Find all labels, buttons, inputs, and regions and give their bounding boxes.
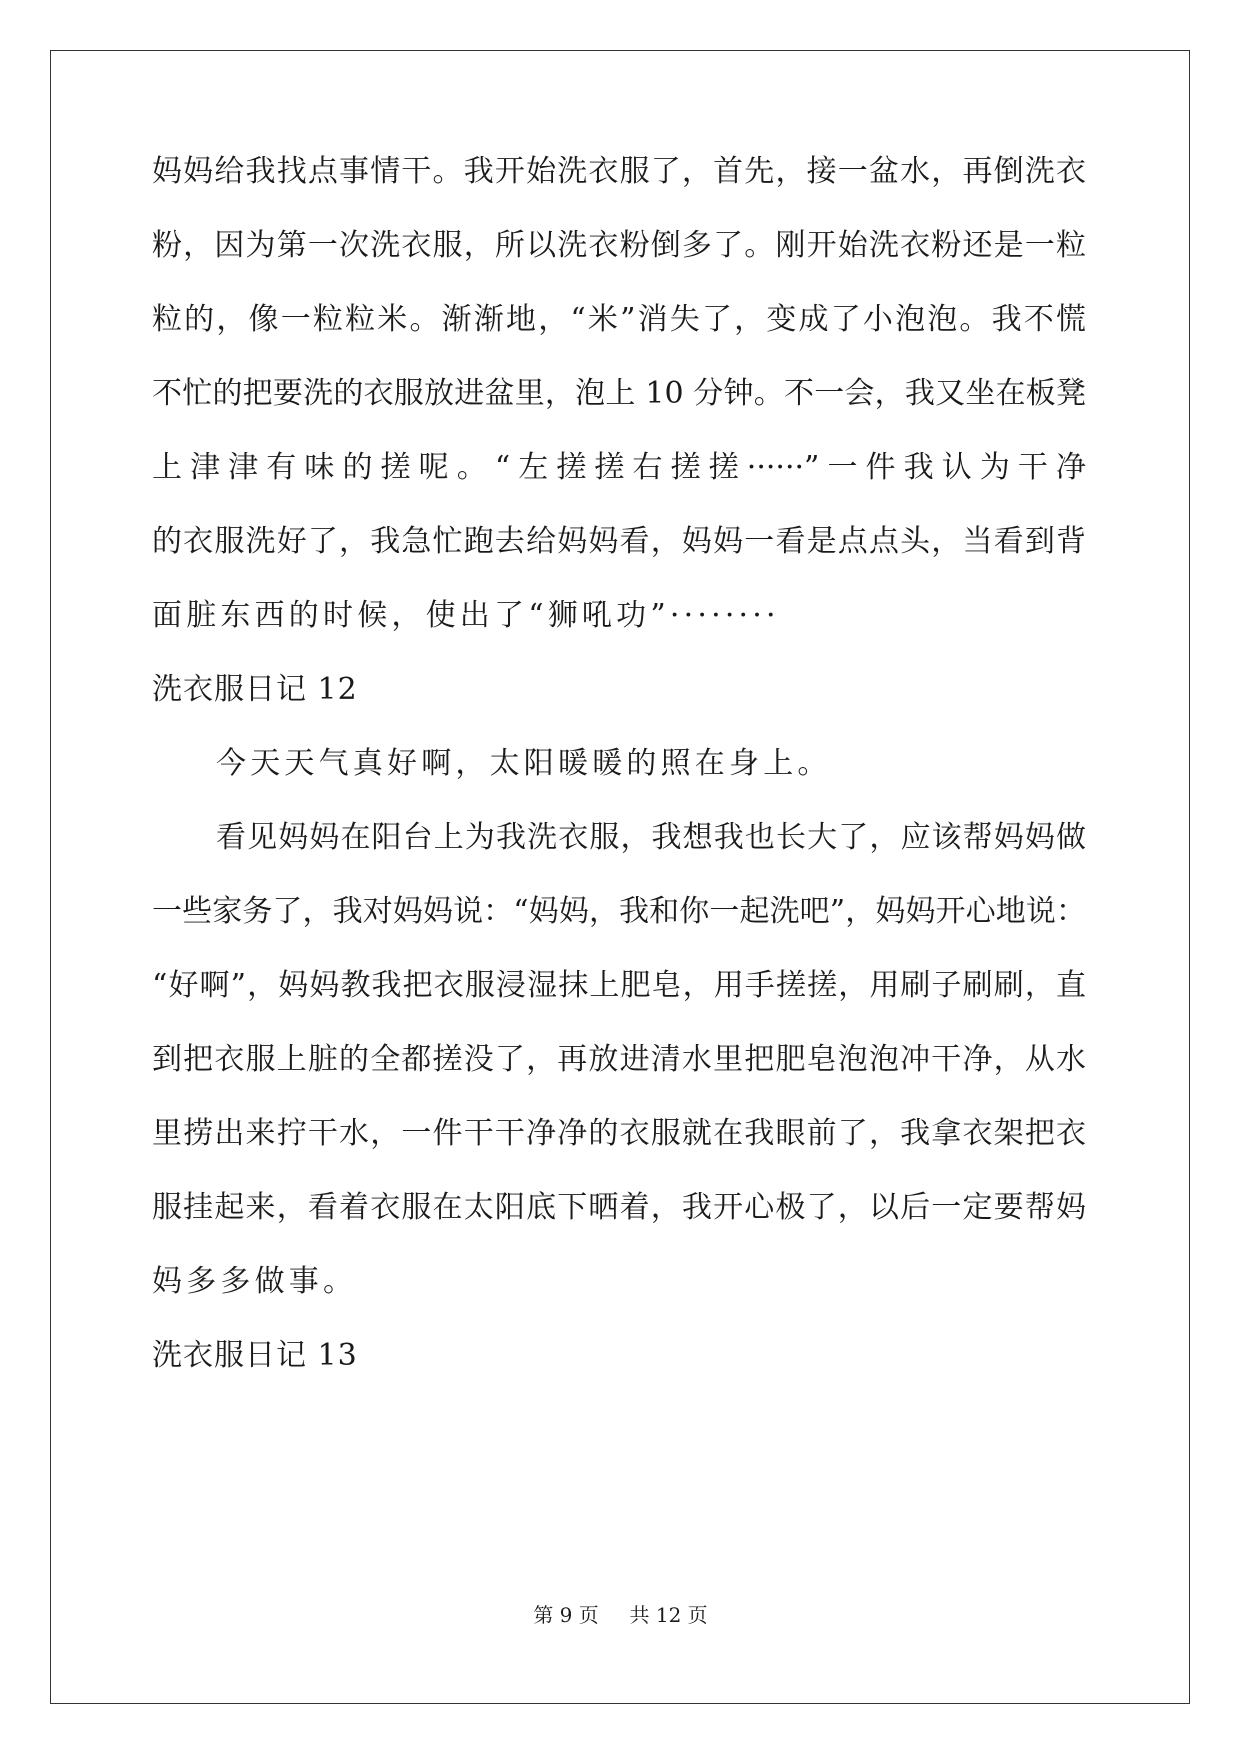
page-number: 第 9 页 [533, 1603, 599, 1627]
page-footer [0, 1603, 1241, 1627]
paragraph-line: 一些家务了，我对妈妈说：“妈妈，我和你一起洗吧”，妈妈开心地说： [152, 894, 1086, 929]
section-heading: 洗衣服日记 13 [152, 1338, 358, 1373]
text-line: 上津津有味的搓呢。“左搓搓右搓搓······”一件我认为干净 [152, 450, 1086, 485]
page-total: 共 12 页 [629, 1603, 708, 1627]
text-line: 妈妈给我找点事情干。我开始洗衣服了，首先，接一盆水，再倒洗衣 [152, 154, 1086, 189]
paragraph-line: 服挂起来，看着衣服在太阳底下晒着，我开心极了，以后一定要帮妈 [152, 1190, 1086, 1225]
paragraph: 今天天气真好啊，太阳暖暖的照在身上。 [216, 746, 832, 781]
text-line: 粒的，像一粒粒米。渐渐地，“米”消失了，变成了小泡泡。我不慌 [152, 302, 1086, 337]
paragraph-line: 到把衣服上脏的全都搓没了，再放进清水里把肥皂泡泡冲干净，从水 [152, 1042, 1086, 1077]
paragraph-line: “好啊”，妈妈教我把衣服浸湿抹上肥皂，用手搓搓，用刷子刷刷，直 [152, 968, 1086, 1003]
paragraph-line: 妈多多做事。 [152, 1264, 358, 1299]
text-line: 不忙的把要洗的衣服放进盆里，泡上 10 分钟。不一会，我又坐在板凳 [152, 376, 1086, 411]
paragraph-line: 看见妈妈在阳台上为我洗衣服，我想我也长大了，应该帮妈妈做 [216, 820, 1086, 855]
text-line: 面脏东西的时候，使出了“狮吼功”········ [152, 598, 780, 633]
text-line: 的衣服洗好了，我急忙跑去给妈妈看，妈妈一看是点点头，当看到背 [152, 524, 1086, 559]
page-border [50, 50, 1190, 1704]
section-heading: 洗衣服日记 12 [152, 672, 358, 707]
paragraph-line: 里捞出来拧干水，一件干干净净的衣服就在我眼前了，我拿衣架把衣 [152, 1116, 1086, 1151]
text-line: 粉，因为第一次洗衣服，所以洗衣粉倒多了。刚开始洗衣粉还是一粒 [152, 228, 1086, 263]
